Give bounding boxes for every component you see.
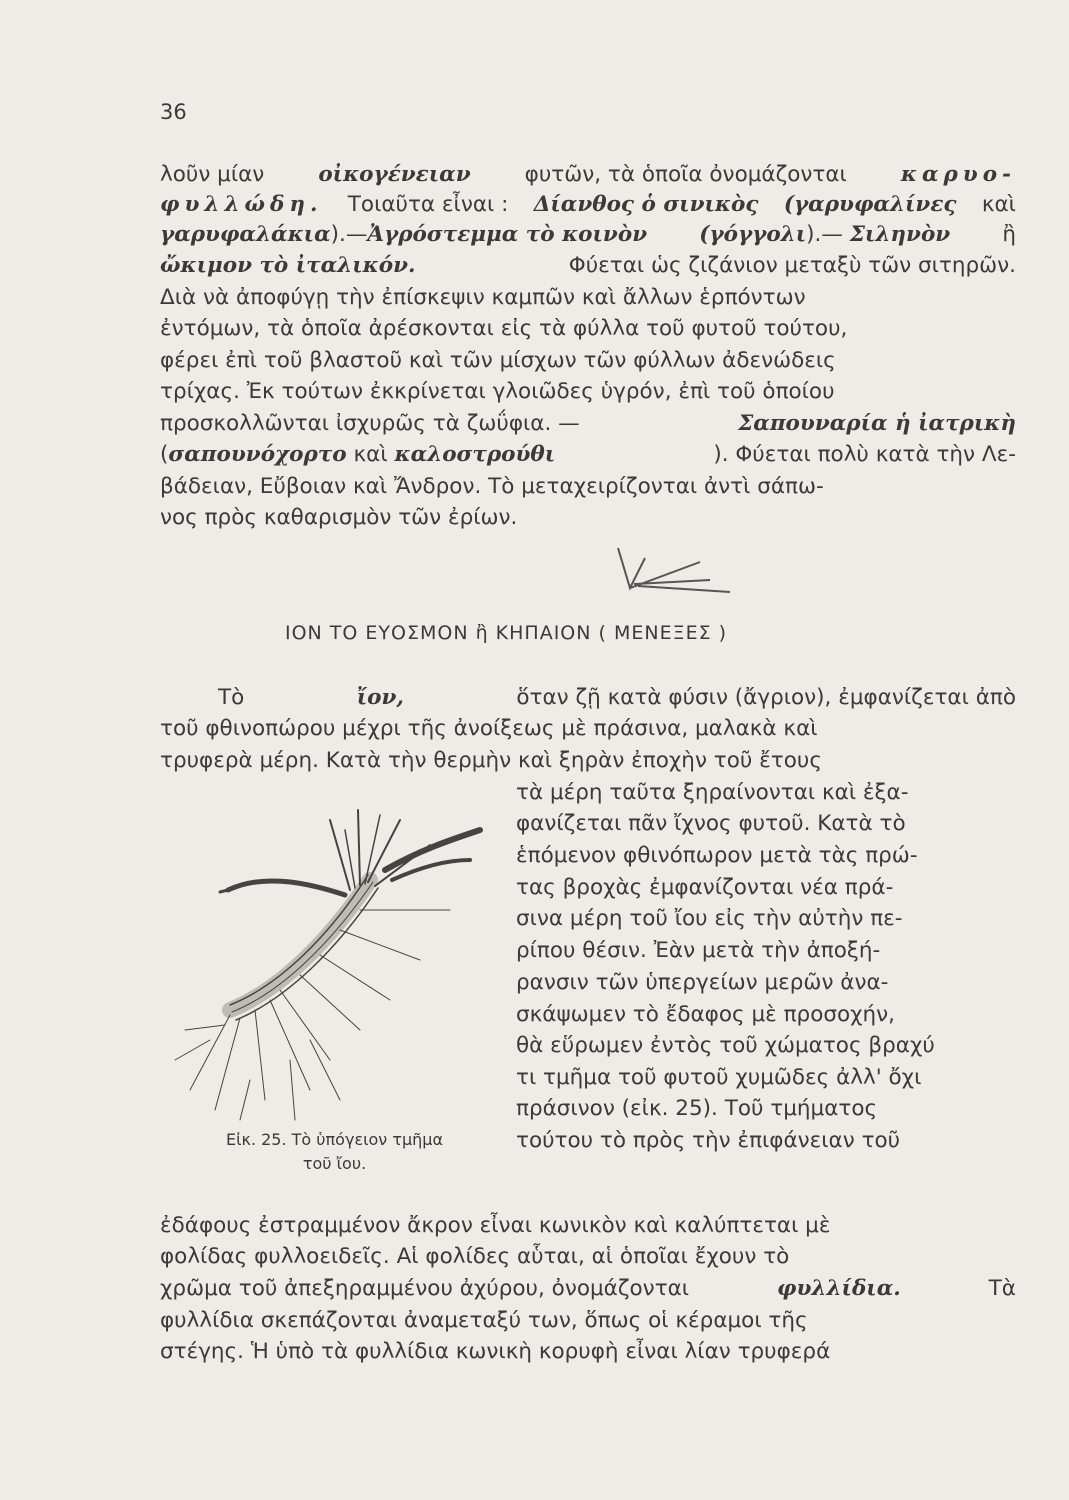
text-line: τρυφερὰ μέρη. Κατὰ τὴν θερμὴν καὶ ξηρὰν ἐποχὴν τοῦ ἔτους [160,748,822,773]
text-line: νος πρὸς καθαρισμὸν τῶν ἐρίων. [160,505,518,530]
text-line: ἐντόμων, τὰ ὁποῖα ἀρέσκονται εἰς τὰ φύλλα τοῦ φυτοῦ τούτου, [160,316,848,341]
text-line: ἑπόμενον φθινόπωρον μετὰ τὰς πρώ- [516,843,918,868]
violet-rhizome-illustration [170,800,510,1130]
text-line: τας βροχὰς ἐμφανίζονται νέα πρά- [516,875,894,900]
pencil-mark [590,540,750,600]
text-line: γαρυφαλάκια).—Ἀγρόστεμμα τὸ κοινὸν (γόγγολι).— Σιληνὸν ἢ [160,222,1016,247]
text-line: πράσινον (εἰκ. 25). Τοῦ τμήματος [516,1096,878,1121]
figure-caption: Εἰκ. 25. Τὸ ὑπόγειον τμῆμα τοῦ ἴου. [225,1130,443,1173]
text-line: Διὰ νὰ ἀποφύγῃ τὴν ἐπίσκεψιν καμπῶν καὶ ἄλλων ἑρπόντων [160,285,806,310]
text-line: ὤκιμον τὸ ἰταλικόν. Φύεται ὡς ζιζάνιον μεταξὺ τῶν σιτηρῶν. [160,253,1016,278]
text-line: τρίχας. Ἐκ τούτων ἐκκρίνεται γλοιῶδες ὑγρόν, ἐπὶ τοῦ ὁποίου [160,379,835,404]
text-line: στέγης. Ἡ ὑπὸ τὰ φυλλίδια κωνικὴ κορυφὴ εἶναι λίαν τρυφερά [160,1339,831,1364]
text-line: φολίδας φυλλοειδεῖς. Αἱ φολίδες αὗται, αἱ ὁποῖαι ἔχουν τὸ [160,1244,790,1269]
text-line: βάδειαν, Εὔβοιαν καὶ Ἄνδρον. Τὸ μεταχειρίζονται ἀντὶ σάπω- [160,474,824,499]
text-line: χρῶμα τοῦ ἀπεξηραμμένου ἀχύρου, ὀνομάζονται φυλλίδια. Τὰ [160,1276,1016,1301]
text-line: φέρει ἐπὶ τοῦ βλαστοῦ καὶ τῶν μίσχων τῶν φύλλων ἀδενώδεις [160,348,836,373]
text-line: σινα μέρη τοῦ ἴου εἰς τὴν αὐτὴν πε- [516,906,903,931]
page-number: 36 [160,100,187,124]
text-line: ρίπου θέσιν. Ἐὰν μετὰ τὴν ἀποξή- [516,938,881,963]
text-line: τοῦ φθινοπώρου μέχρι τῆς ἀνοίξεως μὲ πράσινα, μαλακὰ καὶ [160,716,818,741]
section-heading: ΙΟΝ ΤΟ ΕΥΟΣΜΟΝ ἢ ΚΗΠΑΙΟΝ ( ΜΕΝΕΞΕΣ ) [285,622,728,644]
text-line: τούτου τὸ πρὸς τὴν ἐπιφάνειαν τοῦ [516,1128,901,1153]
text-line: Τὸ ἴον, ὅταν ζῇ κατὰ φύσιν (ἄγριον), ἐμφανίζεται ἀπὸ [218,685,1016,710]
text-line: τὰ μέρη ταῦτα ξηραίνονται καὶ ἐξα- [516,780,909,805]
text-line: ρανσιν τῶν ὑπεργείων μερῶν ἀνα- [516,970,889,995]
text-line: φανίζεται πᾶν ἴχνος φυτοῦ. Κατὰ τὸ [516,811,906,836]
text-line: ἐδάφους ἐστραμμένον ἄκρον εἶναι κωνικὸν καὶ καλύπτεται μὲ [160,1213,831,1238]
text-line: προσκολλῶνται ἰσχυρῶς τὰ ζωΰφια. — Σαπουναρία ἡ ἰατρικὴ [160,411,1016,436]
text-line: θὰ εὕρωμεν ἐντὸς τοῦ χώματος βραχύ [516,1033,935,1058]
text-line: φυλλίδια σκεπάζονται ἀναμεταξύ των, ὅπως οἱ κέραμοι τῆς [160,1308,808,1333]
text-line: λοῦν μίαν οἰκογένειαν φυτῶν, τὰ ὁποῖα ὀνομάζονται καρυο- [160,162,1016,187]
text-line: φυλλώδη. Τοιαῦτα εἶναι : Δίανθος ὁ σινικὸς (γαρυφαλίνες καὶ [160,192,1016,217]
text-line: τι τμῆμα τοῦ φυτοῦ χυμῶδες ἀλλ' ὄχι [516,1065,922,1090]
text-line: σκάψωμεν τὸ ἔδαφος μὲ προσοχήν, [516,1002,896,1027]
text-line: (σαπουνόχορτο καὶ καλοστρούθι ). Φύεται πολὺ κατὰ τὴν Λε- [160,442,1016,467]
